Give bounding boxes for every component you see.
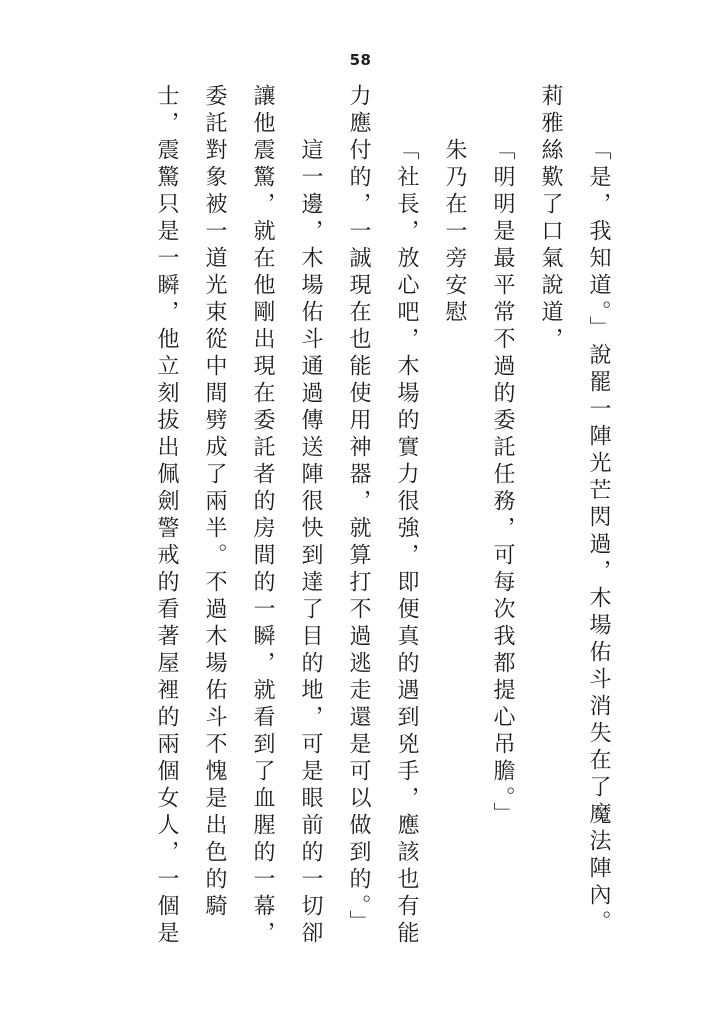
text-column: 力應付的，一誠現在也能使用神器，就算打不過逃走還是可以做到的。」 bbox=[346, 84, 371, 937]
page-number: 58 bbox=[349, 51, 372, 69]
text-column: 「明明是最平常不過的委託任務，可每次我都提心吊膽。」 bbox=[490, 138, 515, 829]
text-column: 士，震驚只是一瞬，他立刻拔出佩劍警戒的看著屋裡的兩個女人，一個是 bbox=[154, 84, 179, 948]
text-column: 「是，我知道。」說罷一陣光芒閃過，木場佑斗消失在了魔法陣內。 bbox=[586, 138, 611, 937]
text-column: 委託對象被一道光束從中間劈成了兩半。不過木場佑斗不愧是出色的騎 bbox=[202, 84, 227, 921]
text-column: 莉雅絲歎了口氣說道， bbox=[538, 84, 563, 354]
text-column: 這一邊，木場佑斗通過傳送陣很快到達了目的地，可是眼前的一切卻 bbox=[298, 138, 323, 948]
text-column: 朱乃在一旁安慰 bbox=[442, 138, 467, 327]
text-column: 「社長，放心吧，木場的實力很強，即便真的遇到兇手，應該也有能 bbox=[394, 138, 419, 948]
vertical-text-block bbox=[142, 84, 622, 948]
text-column: 讓他震驚，就在他剛出現在委託者的房間的一瞬，就看到了血腥的一幕， bbox=[250, 84, 275, 948]
